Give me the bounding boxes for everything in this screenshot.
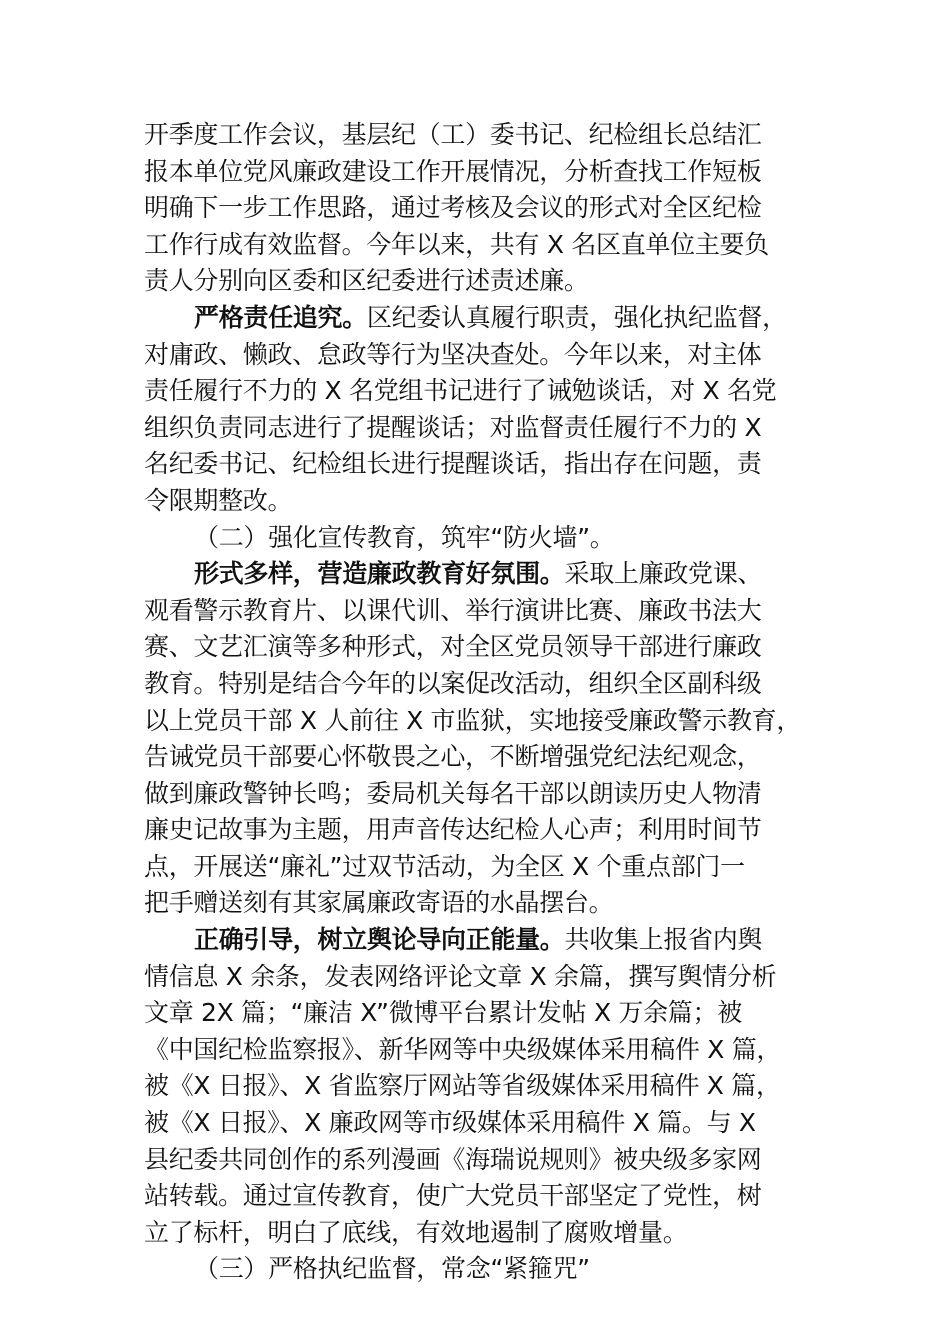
text-line <box>144 703 834 740</box>
text-line <box>144 263 834 300</box>
text-line <box>144 739 834 776</box>
bold-lead-phrase: 正确引导，树立舆论导向正能量。 <box>194 925 565 955</box>
text-line <box>144 849 834 886</box>
bold-lead-phrase: 严格责任追究。 <box>194 302 367 332</box>
text-run: 立了标杆，明白了底线，有效地遏制了腐败增量。 <box>144 1217 688 1247</box>
text-line <box>144 190 834 227</box>
text-run: （三）严格执纪监督，常念“紧箍咒” <box>194 1254 590 1284</box>
text-run: 采取上廉政党课、 <box>564 559 763 589</box>
text-line <box>144 1068 834 1105</box>
text-line <box>144 117 834 154</box>
text-line <box>144 1032 834 1069</box>
text-line <box>144 410 834 447</box>
text-run: 报本单位党风廉政建设工作开展情况，分析查找工作短板 <box>144 156 762 186</box>
text-run: （二）强化宣传教育，筑牢“防火墙”。 <box>194 522 615 552</box>
text-line <box>144 922 834 959</box>
text-run: 县纪委共同创作的系列漫画《海瑞说规则》被央级多家网 <box>144 1144 762 1174</box>
text-run: 教育。特别是结合今年的以案促改活动，组织全区副科级 <box>144 668 762 698</box>
text-line <box>144 300 834 337</box>
text-line <box>144 373 834 410</box>
text-line <box>144 959 834 996</box>
text-run: 明确下一步工作思路，通过考核及会议的形式对全区纪检 <box>144 193 762 223</box>
text-line <box>144 666 834 703</box>
text-run: 告诫党员干部要心怀敬畏之心，不断增强党纪法纪观念， <box>144 742 762 772</box>
text-line <box>144 556 834 593</box>
text-line <box>144 520 834 557</box>
text-run: 观看警示教育片、以课代训、举行演讲比赛、廉政书法大 <box>144 595 762 625</box>
text-line <box>144 483 834 520</box>
text-line <box>144 885 834 922</box>
text-line <box>144 812 834 849</box>
text-run: 共收集上报省内舆 <box>564 925 763 955</box>
text-line <box>144 1142 834 1179</box>
text-run: 情信息 X 余条，发表网络评论文章 X 余篇，撰写舆情分析 <box>144 961 777 991</box>
text-line <box>144 629 834 666</box>
text-line <box>144 776 834 813</box>
text-run: 站转载。通过宣传教育，使广大党员干部坚定了党性，树 <box>144 1181 762 1211</box>
text-run: 廉史记故事为主题，用声音传达纪检人心声；利用时间节 <box>144 815 762 845</box>
text-run: 工作行成有效监督。今年以来，共有 X 名区直单位主要负 <box>144 229 769 259</box>
document-body <box>144 117 834 1288</box>
text-run: 开季度工作会议，基层纪（工）委书记、纪检组长总结汇 <box>144 120 762 149</box>
text-line <box>144 1178 834 1215</box>
text-line <box>144 227 834 264</box>
text-line <box>144 446 834 483</box>
text-line <box>144 995 834 1032</box>
text-run: 责人分别向区委和区纪委进行述责述廉。 <box>144 266 589 296</box>
text-line <box>144 1105 834 1142</box>
text-line <box>144 593 834 630</box>
text-run: 被《X 日报》、X 省监察厅网站等省级媒体采用稿件 X 篇， <box>144 1071 781 1101</box>
text-line <box>144 337 834 374</box>
text-run: 文章 2X 篇；“廉洁 X”微博平台累计发帖 X 万余篇；被 <box>144 998 742 1028</box>
text-run: 以上党员干部 X 人前往 X 市监狱，实地接受廉政警示教育， <box>144 705 802 735</box>
text-line <box>144 1251 834 1288</box>
text-run: 区纪委认真履行职责，强化执纪监督， <box>366 302 787 332</box>
bold-lead-phrase: 形式多样，营造廉政教育好氛围。 <box>194 559 565 589</box>
text-run: 《中国纪检监察报》、新华网等中央级媒体采用稿件 X 篇， <box>144 1034 782 1064</box>
text-line <box>144 154 834 191</box>
text-run: 赛、文艺汇演等多种形式，对全区党员领导干部进行廉政 <box>144 632 762 662</box>
text-run: 对庸政、懒政、怠政等行为坚决查处。今年以来，对主体 <box>144 339 762 369</box>
text-run: 名纪委书记、纪检组长进行提醒谈话，指出存在问题，责 <box>144 449 762 479</box>
text-run: 令限期整改。 <box>144 485 293 515</box>
text-run: 做到廉政警钟长鸣；委局机关每名干部以朗读历史人物清 <box>144 778 762 808</box>
text-run: 责任履行不力的 X 名党组书记进行了诫勉谈话，对 X 名党 <box>144 376 777 406</box>
text-run: 被《X 日报》、X 廉政网等市级媒体采用稿件 X 篇。与 X <box>144 1108 756 1138</box>
text-run: 组织负责同志进行了提醒谈话；对监督责任履行不力的 X <box>144 412 762 442</box>
text-run: 点，开展送“廉礼”过双节活动，为全区 X 个重点部门一 <box>144 851 745 881</box>
text-run: 把手赠送刻有其家属廉政寄语的水晶摆台。 <box>144 888 614 918</box>
text-line <box>144 1215 834 1252</box>
